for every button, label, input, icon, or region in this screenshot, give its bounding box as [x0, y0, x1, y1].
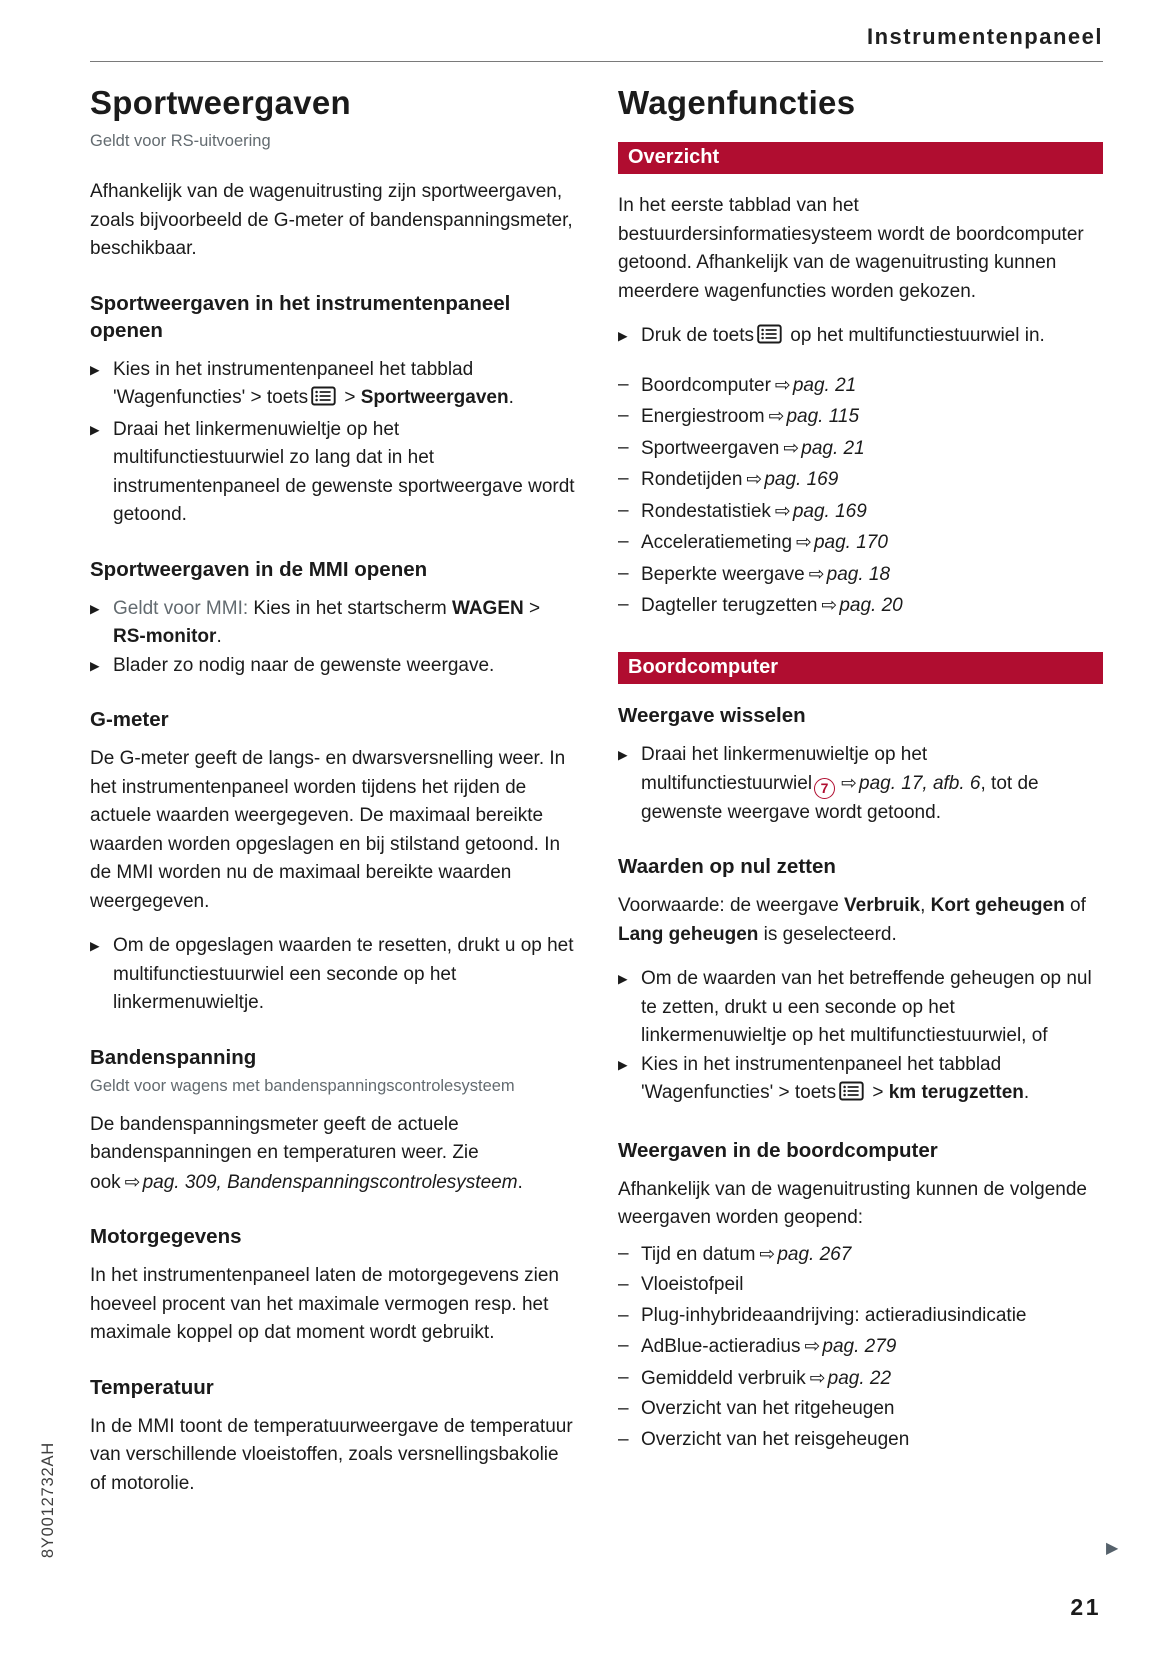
- applicability-note: Geldt voor RS-uitvoering: [90, 132, 271, 150]
- triangle-bullet-icon: ▶: [618, 971, 628, 986]
- dash-icon: –: [618, 594, 629, 615]
- ref-arrow-icon: ⇨: [759, 1242, 776, 1265]
- list-item-text: Draai het linkermenuwieltje op het multifunctiestuurwiel zo lang dat in het instrumentenpaneel de gewenste sportweergave wordt getoond.: [113, 418, 575, 525]
- page-content: [90, 84, 1103, 1514]
- list-item: [90, 416, 575, 530]
- text-segment: of: [1064, 895, 1086, 916]
- right-column: [618, 84, 1103, 1514]
- display-label: Overzicht van het reisgeheugen: [641, 1428, 910, 1450]
- list-item: [618, 527, 1103, 559]
- page-reference-link[interactable]: [771, 375, 856, 396]
- triangle-bullet-icon: ▶: [618, 746, 628, 762]
- list-item-text: [641, 1054, 1029, 1104]
- list-item: [618, 1051, 1103, 1111]
- page-title-wagenfuncties: Wagenfuncties: [618, 84, 856, 121]
- dash-icon: –: [618, 562, 629, 584]
- ref-arrow-icon: ⇨: [746, 468, 763, 490]
- dash-icon: –: [618, 499, 629, 521]
- menu-item-name: RS-monitor: [113, 626, 217, 647]
- list-item: [90, 652, 575, 681]
- page-reference: pag. 21: [801, 437, 865, 459]
- list-item: [618, 401, 1103, 433]
- menu-item-name: Verbruik: [844, 895, 921, 916]
- triangle-bullet-icon: ▶: [90, 938, 100, 953]
- ref-arrow-icon: ⇨: [783, 436, 800, 459]
- section-heading-open-instrumentenpaneel: Sportweergaven in het instrumentenpaneel openen: [90, 291, 511, 342]
- page-reference-link[interactable]: [806, 1368, 891, 1389]
- engine-paragraph: In het instrumentenpaneel laten de motorgegevens zien hoeveel procent van het maximale vermogen resp. het maximale koppel op dat moment wordt gebruikt.: [90, 1265, 559, 1343]
- section-heading-open-mmi: Sportweergaven in de MMI openen: [90, 557, 428, 581]
- list-item: [618, 1425, 1103, 1456]
- gmeter-paragraph: De G-meter geeft de langs- en dwarsversnelling weer. In het instrumentenpaneel worden tijdens het rijden de actuele waarden weergegeven. De maximaal bereikte waarden worden opgeslagen en bij stilstand getoond. In de MMI worden nu de maximaal bereikte waarden weergegeven.: [90, 748, 566, 912]
- triangle-bullet-icon: ▶: [90, 421, 100, 437]
- menu-item-name: Lang geheugen: [618, 923, 759, 945]
- list-item: [618, 1394, 1103, 1425]
- function-label: Rondetijden: [641, 469, 743, 490]
- applicability-note: Geldt voor wagens met bandenspanningscontrolesysteem: [90, 1076, 515, 1095]
- page-reference: pag. 279: [822, 1336, 897, 1357]
- bullet-list: [618, 965, 1103, 1111]
- function-label: Acceleratiemeting: [641, 532, 793, 553]
- page-reference: pag. 170: [813, 532, 888, 553]
- section-heading-weergave-wisselen: Weergave wisselen: [618, 703, 806, 727]
- dash-icon: –: [618, 436, 629, 458]
- left-column: [90, 84, 575, 1514]
- section-heading-motorgegevens: Motorgegevens: [90, 1225, 242, 1248]
- text-segment: Voorwaarde: de weergave: [618, 895, 845, 916]
- dash-icon: –: [618, 1398, 629, 1419]
- list-item-text: [641, 325, 1045, 346]
- display-label: Tijd en datum: [641, 1243, 756, 1265]
- page-reference-link[interactable]: [805, 564, 890, 585]
- display-label: Vloeistofpeil: [641, 1274, 744, 1295]
- menu-item-name: Sportweergaven: [360, 387, 509, 408]
- menu-item-name: WAGEN: [451, 597, 524, 619]
- text-segment: >: [523, 597, 541, 619]
- ref-arrow-icon: ⇨: [124, 1170, 141, 1193]
- intro-paragraph: Afhankelijk van de wagenuitrusting zijn sportweergaven, zoals bijvoorbeeld de G-meter of bandenspanningsmeter, beschikbaar.: [90, 181, 573, 259]
- page-reference: pag. 267: [777, 1243, 852, 1265]
- page-reference: pag. 22: [827, 1367, 892, 1389]
- running-header: Instrumentenpaneel: [866, 24, 1103, 49]
- text-segment: De bandenspanningsmeter geeft de actuele bandenspanningen en temperaturen weer. Zie ook: [90, 1113, 479, 1193]
- page-reference-link[interactable]: [837, 773, 980, 794]
- list-item: [618, 1363, 1103, 1395]
- triangle-bullet-icon: ▶: [618, 328, 628, 343]
- page-title-sportweergaven: Sportweergaven: [90, 84, 351, 121]
- list-item: [618, 1331, 1103, 1363]
- condition-paragraph: [618, 892, 1103, 949]
- page-reference: pag. 169: [764, 469, 839, 490]
- displays-paragraph: Afhankelijk van de wagenuitrusting kunnen de volgende weergaven worden geopend:: [618, 1178, 1087, 1228]
- dash-icon: –: [618, 531, 629, 552]
- dash-icon: –: [618, 468, 629, 489]
- function-link-list: [618, 370, 1103, 622]
- continuation-triangle-icon: ▶: [1106, 1538, 1119, 1557]
- triangle-bullet-icon: ▶: [90, 600, 100, 616]
- list-item: [618, 464, 1103, 496]
- list-item: [618, 965, 1103, 1051]
- list-item: [618, 590, 1103, 622]
- list-item: [90, 595, 575, 652]
- page-reference-link[interactable]: [817, 595, 902, 616]
- text-segment: >: [339, 387, 361, 408]
- page-number: 21: [1070, 1594, 1101, 1620]
- banner-boordcomputer: Boordcomputer: [618, 652, 1103, 684]
- dash-icon: –: [618, 1335, 629, 1356]
- triangle-bullet-icon: ▶: [90, 361, 100, 377]
- ref-arrow-icon: ⇨: [841, 772, 857, 794]
- section-heading-weergaven-boordcomputer: Weergaven in de boordcomputer: [618, 1138, 938, 1162]
- display-label: Overzicht van het ritgeheugen: [641, 1398, 895, 1419]
- bullet-list: [90, 356, 575, 530]
- page-reference-link[interactable]: [779, 438, 864, 459]
- page-reference-link[interactable]: [792, 532, 888, 553]
- menu-item-name: km terugzetten: [888, 1082, 1024, 1103]
- menu-item-name: Kort geheugen: [930, 895, 1065, 916]
- text-segment: , tot de gewenste weergave wordt getoond.: [641, 773, 1039, 823]
- document-code: 8Y0012732AH: [39, 1442, 57, 1559]
- ref-arrow-icon: ⇨: [768, 405, 785, 427]
- text-segment: Druk de toets: [641, 325, 754, 346]
- list-item-text: Om de waarden van het betreffende geheugen op nul te zetten, drukt u een seconde op het linkermenuwieltje op het multifunctiestuurwiel, of: [641, 968, 1092, 1046]
- display-label: Gemiddeld verbruik: [641, 1367, 806, 1389]
- list-item-text: Blader zo nodig naar de gewenste weergave.: [113, 654, 495, 676]
- display-label: AdBlue-actieradius: [641, 1336, 801, 1357]
- dash-icon: –: [618, 1274, 629, 1295]
- function-label: Energiestroom: [641, 406, 765, 427]
- dash-icon: –: [618, 405, 629, 426]
- list-item: [618, 433, 1103, 465]
- triangle-bullet-icon: ▶: [618, 1056, 628, 1072]
- function-label: Dagteller terugzetten: [641, 595, 818, 616]
- list-item-text: [113, 598, 540, 648]
- text-segment: ,: [920, 895, 931, 916]
- text-segment: >: [867, 1082, 889, 1103]
- page-reference-link[interactable]: [121, 1172, 518, 1193]
- section-heading-gmeter: G-meter: [90, 708, 169, 731]
- text-segment: Kies in het instrumentenpaneel het tabblad 'Wagenfuncties' > toets: [113, 358, 474, 408]
- function-label: Boordcomputer: [641, 374, 771, 396]
- bullet-list: [618, 741, 1103, 828]
- text-segment: is geselecteerd.: [758, 923, 897, 945]
- dash-icon: –: [618, 1242, 629, 1264]
- list-item-text: [113, 359, 514, 409]
- ref-arrow-icon: ⇨: [821, 594, 838, 616]
- section-heading-waarden-nul: Waarden op nul zetten: [618, 855, 836, 878]
- list-button-icon: [757, 324, 782, 354]
- text-segment: .: [517, 1171, 523, 1193]
- page-reference-link[interactable]: [771, 501, 867, 522]
- bullet-list: [618, 322, 1103, 354]
- function-label: Sportweergaven: [641, 437, 780, 459]
- dash-icon: –: [618, 1428, 629, 1450]
- banner-overzicht: Overzicht: [618, 142, 1103, 174]
- text-segment: op het multifunctiestuurwiel in.: [785, 325, 1045, 346]
- text-segment: .: [508, 387, 514, 408]
- text-segment: Draai het linkermenuwieltje op het multifunctiestuurwiel: [641, 743, 928, 794]
- section-heading-bandenspanning: Bandenspanning: [90, 1045, 257, 1069]
- display-label: Plug-inhybrideaandrijving: actieradiusindicatie: [641, 1304, 1027, 1326]
- list-item-text: Om de opgeslagen waarden te resetten, drukt u op het multifunctiestuurwiel een seconde op het linkermenuwieltje.: [113, 935, 574, 1013]
- ref-arrow-icon: ⇨: [774, 373, 791, 396]
- list-item: [90, 932, 575, 1018]
- function-label: Beperkte weergave: [641, 563, 805, 585]
- page-reference: pag. 115: [786, 406, 860, 427]
- ref-arrow-icon: ⇨: [809, 1366, 826, 1389]
- page-reference: pag. 20: [839, 595, 903, 616]
- list-item: [618, 370, 1103, 402]
- page-reference: pag. 309, Bandenspanningscontrolesysteem: [142, 1171, 518, 1193]
- page-reference: pag. 21: [792, 374, 857, 396]
- list-item: [618, 322, 1103, 354]
- triangle-bullet-icon: ▶: [90, 657, 100, 673]
- page-reference-link[interactable]: [755, 1244, 851, 1265]
- list-item: [618, 496, 1103, 528]
- text-segment: .: [216, 626, 222, 647]
- page-reference: pag. 17, afb. 6: [859, 773, 981, 794]
- page-reference: pag. 18: [826, 563, 891, 585]
- list-button-icon: [839, 1081, 864, 1111]
- dash-icon: –: [618, 1304, 629, 1326]
- bullet-list: [90, 932, 575, 1018]
- callout-number-badge: 7: [814, 778, 835, 799]
- tyre-paragraph: [90, 1111, 575, 1198]
- list-item-text: [641, 744, 1039, 823]
- bullet-list: [90, 595, 575, 681]
- text-segment: Kies in het startscherm: [248, 597, 452, 619]
- ref-arrow-icon: ⇨: [804, 1335, 821, 1357]
- list-item: [90, 356, 575, 416]
- dash-icon: –: [618, 373, 629, 395]
- dash-icon: –: [618, 1366, 629, 1388]
- page-reference-link[interactable]: [800, 1336, 896, 1357]
- function-label: Rondestatistiek: [641, 500, 771, 522]
- text-segment: .: [1023, 1082, 1030, 1103]
- header-rule: [90, 61, 1103, 62]
- list-item: [618, 559, 1103, 591]
- list-item: [618, 1270, 1103, 1301]
- page-reference: pag. 169: [792, 500, 867, 522]
- ref-arrow-icon: ⇨: [796, 531, 812, 553]
- overview-paragraph: In het eerste tabblad van het bestuurdersinformatiesysteem wordt de boordcomputer getoond. Afhankelijk van de wagenuitrusting kunnen meerdere wagenfuncties worden gekozen.: [618, 195, 1084, 302]
- ref-arrow-icon: ⇨: [808, 562, 825, 585]
- list-item: [618, 1301, 1103, 1332]
- display-list: [618, 1239, 1103, 1456]
- text-segment: Kies in het instrumentenpaneel het tabblad 'Wagenfuncties' > toets: [641, 1053, 1002, 1103]
- section-heading-temperatuur: Temperatuur: [90, 1375, 214, 1399]
- page-reference-link[interactable]: [742, 469, 838, 490]
- applicability-inline-note: Geldt voor MMI:: [113, 597, 249, 619]
- temperature-paragraph: In de MMI toont de temperatuurweergave de temperatuur van verschillende vloeistoffen, zoals versnellingsbakolie of motorolie.: [90, 1415, 573, 1494]
- list-item: [618, 1239, 1103, 1271]
- page-reference-link[interactable]: [765, 406, 859, 427]
- ref-arrow-icon: ⇨: [774, 499, 791, 522]
- list-item: [618, 741, 1103, 828]
- list-button-icon: [311, 386, 336, 416]
